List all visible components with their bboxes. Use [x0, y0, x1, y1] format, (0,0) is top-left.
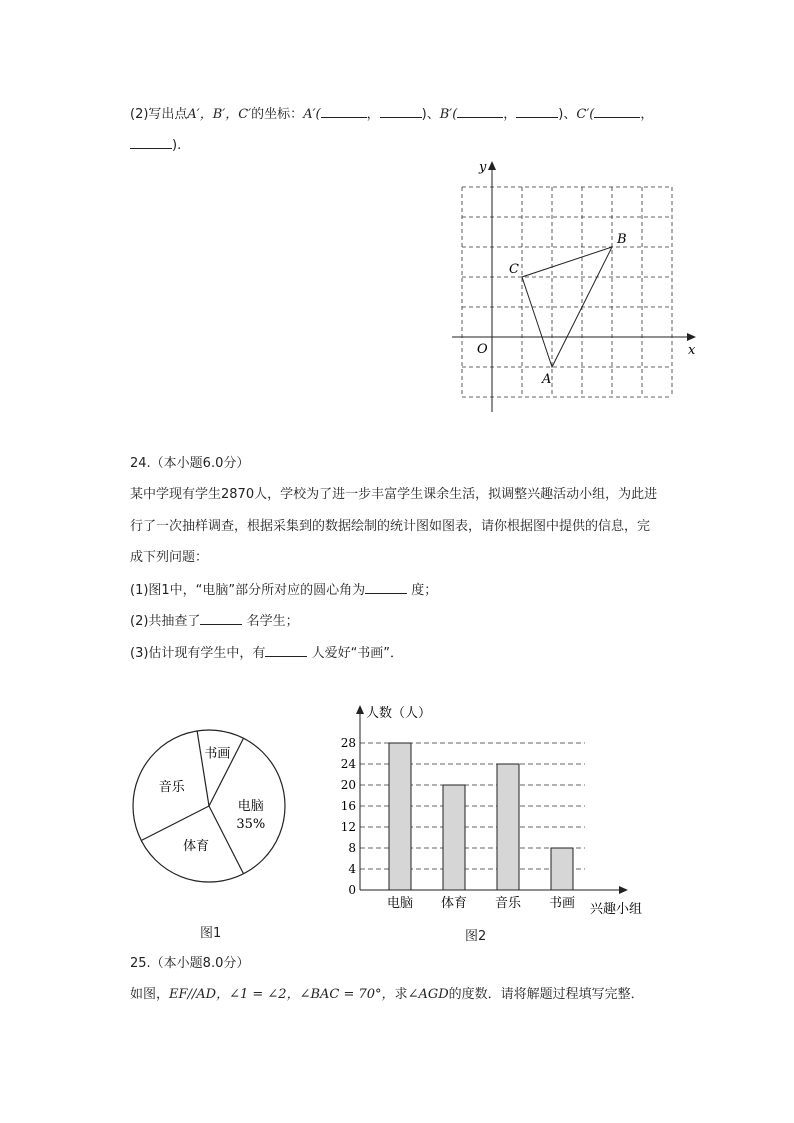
- vertex-label-b: B: [617, 232, 627, 247]
- answer-blank[interactable]: [130, 135, 172, 149]
- y-axis-label: y: [479, 160, 487, 175]
- answer-blank[interactable]: [265, 643, 307, 657]
- x-axis-label: x: [688, 343, 696, 358]
- y-tick-label: 20: [340, 778, 356, 792]
- answer-blank[interactable]: [594, 104, 640, 118]
- fig1-caption: 图1: [200, 926, 222, 941]
- x-tick-label: 书画: [548, 896, 576, 911]
- q24-sub2: (2)共抽查了 名学生；: [130, 611, 299, 631]
- bar-chart: [330, 700, 670, 925]
- coordinate-graph: [440, 152, 710, 422]
- q24-header: 24.（本小题6.0分）: [130, 456, 250, 471]
- pie-slice-label: 电脑: [237, 799, 264, 814]
- pie-slice-boundary: [197, 731, 209, 806]
- origin-label: O: [477, 342, 488, 357]
- fig2-caption: 图2: [465, 929, 487, 944]
- pie-slice-label: 音乐: [158, 780, 185, 796]
- y-axis-title: 人数（人）: [366, 706, 432, 721]
- pie-slice-label: 体育: [183, 838, 210, 854]
- q24-sub1: (1)图1中，“电脑”部分所对应的圆心角为 度；: [130, 580, 437, 600]
- q23-part2-line2: ).: [130, 135, 181, 155]
- answer-blank[interactable]: [380, 104, 422, 118]
- answer-blank[interactable]: [516, 104, 558, 118]
- q24-stem-line2: 行了一次抽样调查，根据采集到的数据绘制的统计图如图表，请你根据图中提供的信息，完: [130, 519, 651, 534]
- answer-blank[interactable]: [457, 104, 503, 118]
- y-tick-label: 28: [340, 736, 356, 750]
- q25-stem: 如图，EF//AD，∠1 = ∠2，∠BAC = 70°，求∠AGD的度数．请将解题过程填写完整．: [130, 987, 644, 1002]
- y-axis-arrow-icon: [356, 705, 364, 714]
- q24-sub3: (3)估计现有学生中，有 人爱好“书画”．: [130, 643, 403, 663]
- q23-part2-line1: (2)写出点A′，B′，C′的坐标：A′( ， )、B′( ， )、C′( ，: [130, 104, 653, 124]
- x-tick-label: 体育: [440, 896, 468, 911]
- x-axis-arrow-icon: [619, 886, 628, 894]
- x-tick-label: 音乐: [494, 896, 522, 911]
- answer-blank[interactable]: [321, 104, 367, 118]
- y-tick-label: 16: [340, 799, 356, 813]
- vertex-labels: [509, 232, 627, 387]
- bar-音乐: [497, 764, 519, 890]
- bar-体育: [443, 785, 465, 890]
- vertex-label-a: A: [542, 372, 552, 387]
- pie-slice-percent: 35%: [236, 817, 266, 832]
- answer-blank[interactable]: [200, 611, 242, 625]
- x-axis-arrow-icon: [687, 333, 696, 341]
- bar-书画: [551, 848, 573, 890]
- y-tick-label: 24: [340, 757, 356, 771]
- y-tick-label: 4: [348, 862, 356, 876]
- q24-stem-line1: 某中学现有学生2870人，学校为了进一步丰富学生课余生活，拟调整兴趣活动小组，为此进: [130, 487, 658, 502]
- pie-slice-boundary: [141, 806, 209, 841]
- y-tick-label: 12: [340, 820, 356, 834]
- bar-电脑: [389, 743, 411, 890]
- points-list: A′，B′，C′: [187, 107, 252, 122]
- vertex-label-c: C: [509, 262, 519, 277]
- x-axis-title: 兴趣小组: [590, 902, 643, 917]
- y-axis-arrow-icon: [488, 161, 496, 170]
- x-tick-label: 电脑: [386, 896, 414, 911]
- answer-blank[interactable]: [365, 580, 407, 594]
- q24-stem-line3: 成下列问题：: [130, 550, 209, 565]
- y-tick-label: 0: [348, 883, 356, 897]
- y-tick-label: 8: [348, 841, 356, 855]
- pie-chart: [125, 720, 300, 895]
- pie-slice-label: 书画: [204, 746, 231, 762]
- q25-header: 25.（本小题8.0分）: [130, 956, 250, 971]
- grid-lines: [462, 187, 672, 397]
